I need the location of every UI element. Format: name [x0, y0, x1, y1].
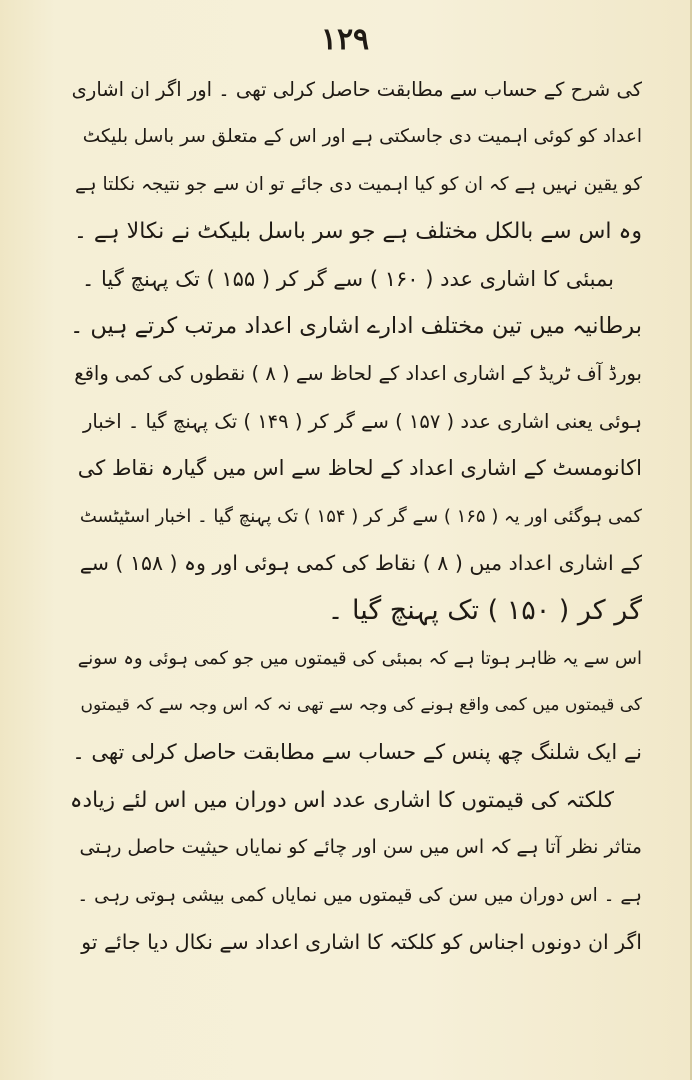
text-line: ہے ۔ اس دوران میں سن کی قیمتوں میں نمایاں کمی بیشی ہوتی رہی ۔: [77, 884, 642, 906]
text-line: وہ اس سے بالکل مختلف ہے جو سر باسل بلیکٹ نے نکالا ہے ۔: [74, 219, 642, 245]
text-line: کو یقین نہیں ہے کہ ان کو کیا اہمیت دی جائے تو ان سے جو نتیجہ نکلتا ہے: [74, 173, 642, 195]
text-line: کلکتہ کی قیمتوں کا اشاری عدد اس دوران میں اس لئے زیادہ: [70, 787, 614, 813]
text-line: کے اشاری اعداد میں ( ۸ ) نقاط کی کمی ہوئی اور وہ ( ۱۵۸ ) سے: [79, 550, 642, 575]
text-line: اگر ان دونوں اجناس کو کلکتہ کا اشاری اعداد سے نکال دیا جائے تو: [81, 930, 642, 955]
body-text: [70, 66, 642, 966]
text-line: کی قیمتوں میں کمی واقع ہونے کی وجہ سے تھی نہ کہ اس وجہ سے کہ قیمتوں: [80, 695, 642, 716]
text-line: نے ایک شلنگ چھ پنس کے حساب سے مطابقت حاصل کرلی تھی ۔: [72, 740, 642, 765]
text-line: کی شرح کے حساب سے مطابقت حاصل کرلی تھی ۔ اور اگر ان اشاری: [71, 78, 642, 101]
text-line: بمبئی کا اشاری عدد ( ۱۶۰ ) سے گر کر ( ۱۵۵ ) تک پہنچ گیا ۔: [82, 266, 614, 291]
text-line: گر کر ( ۱۵۰ ) تک پہنچ گیا ۔: [327, 595, 642, 627]
text-line: برطانیہ میں تین مختلف ادارے اشاری اعداد مرتب کرتے ہیں ۔: [70, 312, 642, 339]
text-line: ہوئی یعنی اشاری عدد ( ۱۵۷ ) سے گر کر ( ۱۴۹ ) تک پہنچ گیا ۔ اخبار: [82, 409, 642, 433]
text-line: کمی ہوگئی اور یہ ( ۱۶۵ ) سے گر کر ( ۱۵۴ ) تک پہنچ گیا ۔ اخبار اسٹیٹسٹ: [79, 505, 642, 527]
text-line: اعداد کو کوئی اہمیت دی جاسکتی ہے اور اس کے متعلق سر باسل بلیکٹ: [82, 126, 642, 148]
text-line: بورڈ آف ٹریڈ کے اشاری اعداد کے لحاظ سے ( ۸ ) نقطوں کی کمی واقع: [74, 362, 642, 386]
text-line: متاثر نظر آتا ہے کہ اس میں سن اور چائے کو نمایاں حیثیت حاصل رہتی: [79, 836, 642, 859]
text-line: اس سے یہ ظاہر ہوتا ہے کہ بمبئی کی قیمتوں میں جو کمی ہوئی وہ سونے: [77, 647, 642, 669]
text-line: اکانومسٹ کے اشاری اعداد کے لحاظ سے اس میں گیارہ نقاط کی: [77, 456, 642, 481]
page-number: ۱۲۹: [320, 22, 370, 57]
